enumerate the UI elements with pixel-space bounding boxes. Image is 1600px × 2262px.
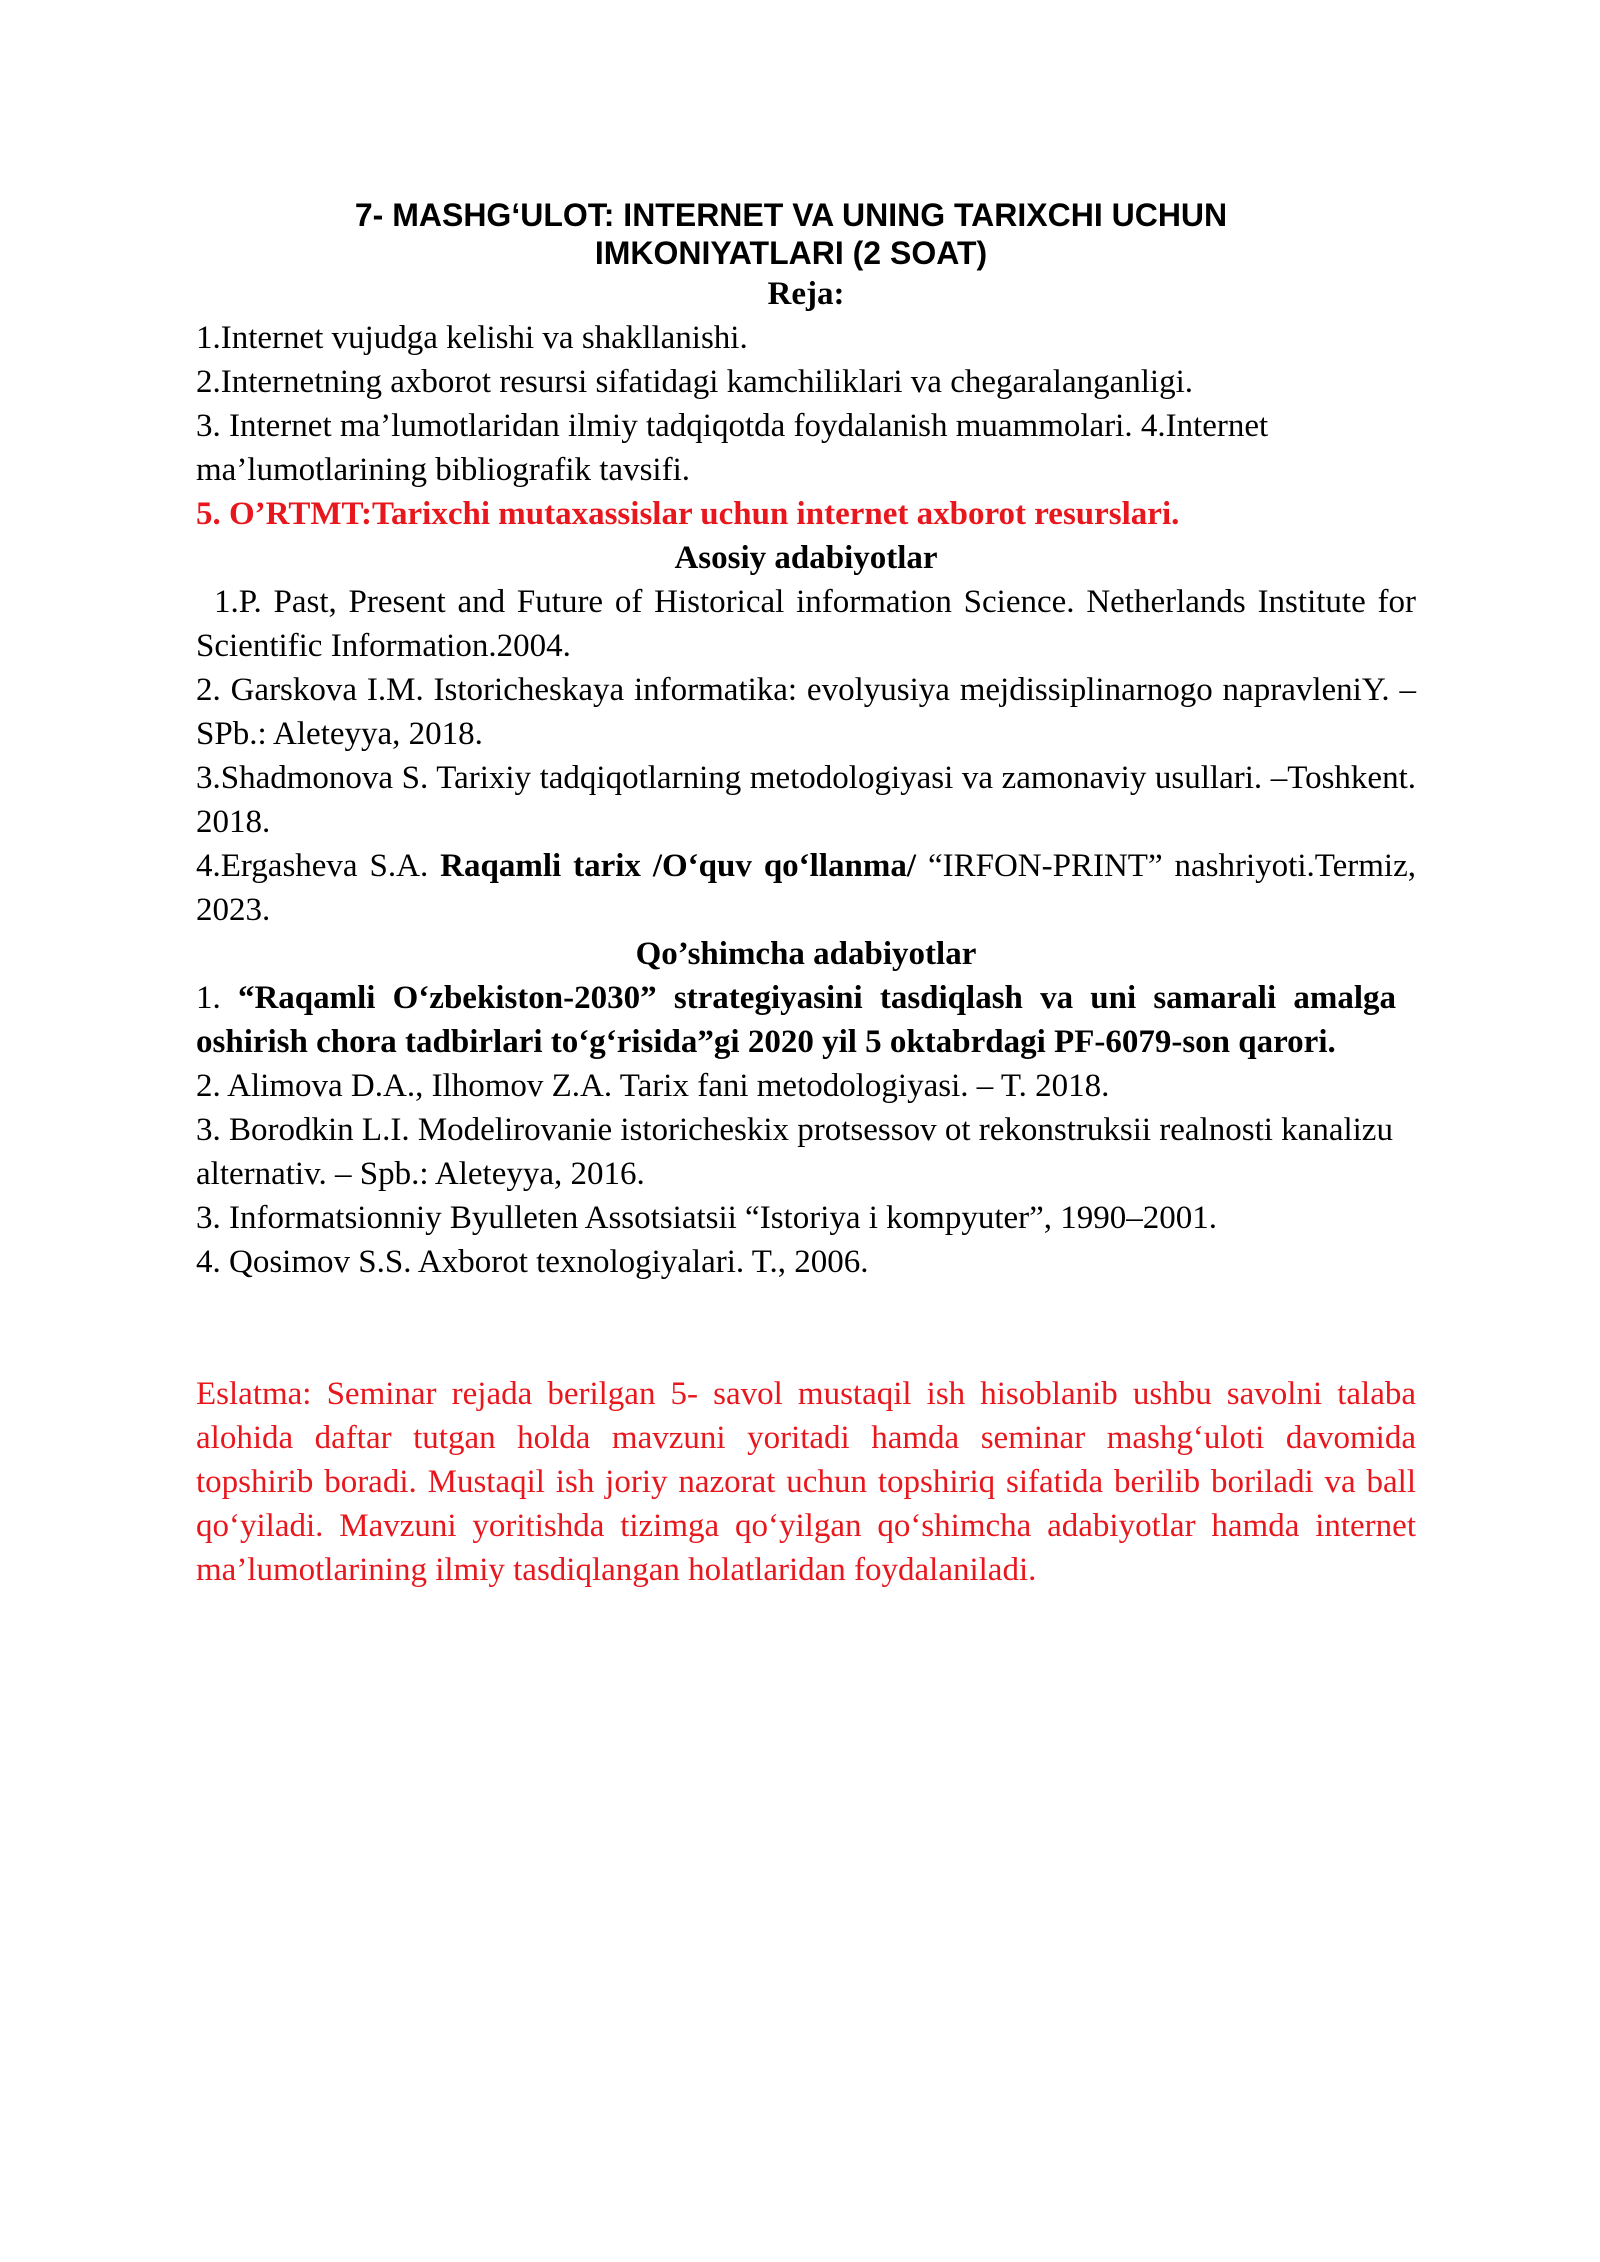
- additional-literature-item-3: 3. Borodkin L.I. Modelirovanie istoricheskix protsessov ot rekonstruksii realnosti kanalizu alternativ. – Spb.: Aleteyya, 2016.: [196, 1112, 1393, 1192]
- plan-heading: Reja:: [767, 276, 845, 312]
- main-literature-item-2: 2. Garskova I.M. Istoricheskaya informatika: evolyusiya mejdissiplinarnogo napravleniY. – SPb.: Aleteyya, 2018.: [196, 672, 1416, 752]
- additional-literature-item-1-title: “Raqamli O‘zbekiston-2030” strategiyasini tasdiqlash va uni samarali amalga oshirish chora tadbirlari to‘g‘risida”gi 2020 yil 5 oktabrdagi PF-6079-son qarori.: [196, 980, 1396, 1060]
- main-literature-item-4-publisher: “IRFON-PRINT” nashriyoti.Termiz, 2023.: [196, 848, 1416, 928]
- additional-literature-heading: Qo’shimcha adabiyotlar: [635, 936, 977, 972]
- title-line-1: 7- MASHG‘ULOT: INTERNET VA UNING TARIXCHI UCHUN: [354, 197, 1228, 233]
- main-literature-item-4-title: Raqamli tarix /O‘quv qo‘llanma/: [440, 848, 917, 884]
- title-line-2: IMKONIYATLARI (2 SOAT): [594, 235, 988, 271]
- plan-item-5: 5. O’RTMT:Tarixchi mutaxassislar uchun internet axborot resurslari.: [196, 496, 1180, 532]
- plan-item-2: 2.Internetning axborot resursi sifatidagi kamchiliklari va chegaralanganligi.: [196, 364, 1193, 400]
- main-literature-item-3: 3.Shadmonova S. Tarixiy tadqiqotlarning metodologiyasi va zamonaviy usullari. –Toshkent. 2018.: [196, 760, 1416, 840]
- section-spacer: [196, 1284, 1416, 1372]
- additional-literature-item-1-number: 1.: [196, 980, 221, 1016]
- additional-literature-item-2: 2. Alimova D.A., Ilhomov Z.A. Tarix fani metodologiyasi. – T. 2018.: [196, 1068, 1110, 1104]
- note-paragraph: Eslatma: Seminar rejada berilgan 5- savol mustaqil ish hisoblanib ushbu savolni talaba alohida daftar tutgan holda mavzuni yoritadi hamda seminar mashg‘uloti davomida topshirib boradi. Mustaqil ish joriy nazorat uchun topshiriq sifatida berilib boriladi va ball qo‘yiladi. Mavzuni yoritishda tizimga qo‘yilgan qo‘shimcha adabiyotlar hamda internet ma’lumotlarining ilmiy tasdiqlangan holatlaridan foydalaniladi.: [196, 1376, 1416, 1588]
- document-title: [196, 196, 1416, 272]
- plan-item-1: 1.Internet vujudga kelishi va shakllanishi.: [196, 320, 748, 356]
- additional-literature-item-1: [196, 976, 1416, 1064]
- main-literature-item-4: [196, 844, 1416, 932]
- main-literature-heading: Asosiy adabiyotlar: [674, 540, 938, 576]
- additional-literature-item-3b: 3. Informatsionniy Byulleten Assotsiatsii “Istoriya i kompyuter”, 1990–2001.: [196, 1200, 1218, 1236]
- document-page: [196, 196, 1416, 1592]
- main-literature-item-4-prefix: 4.Ergasheva S.A.: [196, 848, 429, 884]
- additional-literature-item-4: 4. Qosimov S.S. Axborot texnologiyalari. T., 2006.: [196, 1244, 869, 1280]
- main-literature-item-1: 1.P. Past, Present and Future of Historical information Science. Netherlands Institute for Scientific Information.2004.: [196, 584, 1416, 664]
- plan-item-3-4: 3. Internet ma’lumotlaridan ilmiy tadqiqotda foydalanish muammolari. 4.Internet ma’lumotlarining bibliografik tavsifi.: [196, 408, 1269, 488]
